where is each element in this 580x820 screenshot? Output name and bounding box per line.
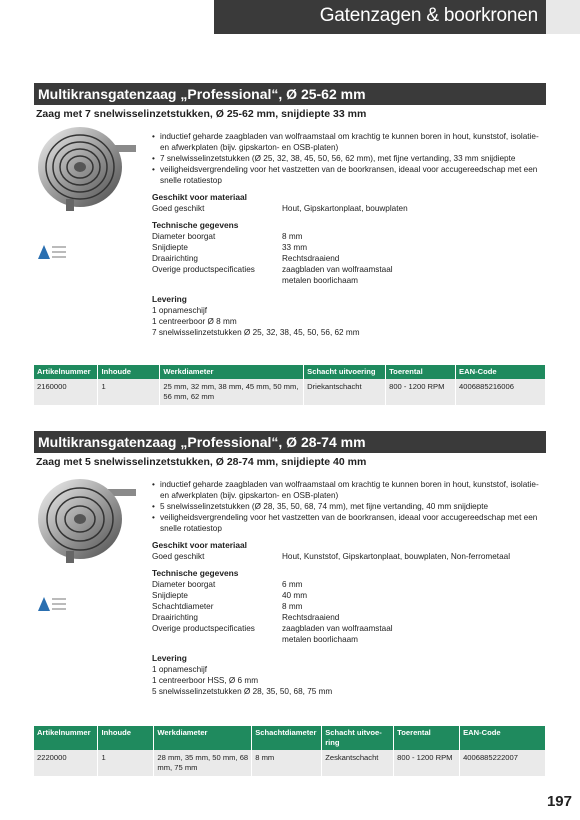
hole-saw-image [36,475,140,565]
spec-row [152,551,546,562]
column-header: Schachtdiameter [252,726,322,750]
spec-label: Overige productspecificaties [152,624,255,633]
column-header: Schacht uitvoering [304,365,386,379]
article-table [34,726,546,776]
spec-label: Overige productspecificaties [152,265,255,274]
delivery-item: 1 centreerboor Ø 8 mm [152,317,237,326]
spec-label: Draairichting [152,613,198,622]
table-header-row [34,726,546,750]
product-title: Multikransgatenzaag „Professional“, Ø 28-74 mm [34,431,546,453]
table-cell: Driekantschacht [304,379,386,405]
spec-label: Diameter boorgat [152,232,216,241]
delivery-item: 1 opnameschijf [152,665,208,674]
header-tab [546,0,580,34]
spec-row [152,203,546,214]
tech-heading: Technische gegevens [152,220,239,230]
delivery-item: 7 snelwisselinzetstukken Ø 25, 32, 38, 45, 50, 56, 62 mm [152,328,360,337]
spec-value: 40 mm [282,591,308,600]
feature-list [152,479,546,534]
column-header: Schacht uitvoe-ring [322,726,394,750]
feature-item: • inductief geharde zaagbladen van wolfraamstaal om krachtig te kunnen boren in hout, kunststof, isolatie- en afwerkplaten (bijv. gipskarton- en OSB-platen) [152,131,546,153]
column-header: Toerental [386,365,456,379]
spec-row [152,590,546,601]
page-number: 197 [546,793,572,810]
quality-badge-icon [36,243,68,261]
spec-label: Schachtdiameter [152,602,214,611]
feature-item: • veiligheidsvergrendeling voor het vastzetten van de boorkransen, ideaal voor accugereedschap met een snelle rotatiestop [152,164,546,186]
spec-label: Draairichting [152,254,198,263]
hole-saw-image [36,123,140,213]
table-cell: 25 mm, 32 mm, 38 mm, 45 mm, 50 mm, 56 mm, 62 mm [160,379,304,405]
feature-list [152,131,546,186]
column-header: Toerental [394,726,460,750]
spec-value: 8 mm [282,602,303,611]
spec-label: Goed geschikt [152,552,205,561]
product-title: Multikransgatenzaag „Professional“, Ø 25-62 mm [34,83,546,105]
spec-row [152,601,546,612]
spec-row [152,264,546,286]
spec-row [152,612,546,623]
table-row [34,379,546,405]
spec-label: Snijdiepte [152,591,188,600]
tech-heading: Technische gegevens [152,568,239,578]
suitable-heading: Geschikt voor materiaal [152,192,247,202]
table-cell: 1 [98,750,154,776]
table-row [34,750,546,776]
spec-value: Hout, Kunststof, Gipskartonplaat, bouwplaten, Non-ferrometaal [282,552,511,561]
spec-label: Snijdiepte [152,243,188,252]
column-header: Werkdiameter [160,365,304,379]
delivery-heading: Levering [152,653,187,663]
spec-label: Goed geschikt [152,204,205,213]
feature-item: • 7 snelwisselinzetstukken (Ø 25, 32, 38, 45, 50, 56, 62 mm), met fijne vertanding, 33 mm snijdiepte [152,153,546,164]
spec-value: Rechtsdraaiend [282,613,340,622]
product-subtitle: Zaag met 7 snelwisselinzetstukken, Ø 25-62 mm, snijdiepte 33 mm [36,108,367,120]
feature-item: • veiligheidsvergrendeling voor het vastzetten van de boorkransen, ideaal voor accugereedschap met een snelle rotatiestop [152,512,546,534]
table-cell: 28 mm, 35 mm, 50 mm, 68 mm, 75 mm [154,750,252,776]
table-cell: 800 - 1200 RPM [394,750,460,776]
spec-value: 6 mm [282,580,303,589]
table-cell: Zeskantschacht [322,750,394,776]
spec-value: zaagbladen van wolfraamstaal metalen boorlichaam [282,624,393,644]
table-cell: 1 [98,379,160,405]
article-table [34,365,546,405]
table-cell: 800 - 1200 RPM [386,379,456,405]
spec-value: 33 mm [282,243,308,252]
article-number: 2220000 [34,750,98,776]
spec-value: 8 mm [282,232,303,241]
delivery-item: 1 opnameschijf [152,306,208,315]
spec-row [152,579,546,590]
column-header: Werkdiameter [154,726,252,750]
delivery-item: 5 snelwisselinzetstukken Ø 28, 35, 50, 68, 75 mm [152,687,333,696]
chapter-header [214,0,546,34]
ean-code: 4006885222007 [460,750,546,776]
spec-row [152,253,546,264]
column-header: Artikelnummer [34,726,98,750]
table-cell: 8 mm [252,750,322,776]
spec-row [152,623,546,645]
product-section [34,431,546,781]
column-header: Inhoude [98,365,160,379]
delivery-item: 1 centreerboor HSS, Ø 6 mm [152,676,259,685]
product-section [34,83,546,403]
table-header-row [34,365,546,379]
product-subtitle: Zaag met 5 snelwisselinzetstukken, Ø 28-74 mm, snijdiepte 40 mm [36,456,367,468]
column-header: Inhoude [98,726,154,750]
spec-value: zaagbladen van wolfraamstaal metalen boorlichaam [282,265,393,285]
product-details [152,131,546,338]
spec-row [152,231,546,242]
spec-value: Rechtsdraaiend [282,254,340,263]
product-details [152,479,546,697]
ean-code: 4006885216006 [456,379,546,405]
column-header: Artikelnummer [34,365,98,379]
suitable-heading: Geschikt voor materiaal [152,540,247,550]
spec-row [152,242,546,253]
column-header: EAN-Code [460,726,546,750]
column-header: EAN-Code [456,365,546,379]
delivery-heading: Levering [152,294,187,304]
spec-value: Hout, Gipskartonplaat, bouwplaten [282,204,408,213]
quality-badge-icon [36,595,68,613]
spec-label: Diameter boorgat [152,580,216,589]
article-number: 2160000 [34,379,98,405]
chapter-title: Gatenzagen & boorkronen [319,5,538,26]
feature-item: • 5 snelwisselinzetstukken (Ø 28, 35, 50, 68, 74 mm), met fijne vertanding, 40 mm snijdiepte [152,501,546,512]
feature-item: • inductief geharde zaagbladen van wolfraamstaal om krachtig te kunnen boren in hout, kunststof, isolatie- en afwerkplaten (bijv. gipskarton- en OSB-platen) [152,479,546,501]
